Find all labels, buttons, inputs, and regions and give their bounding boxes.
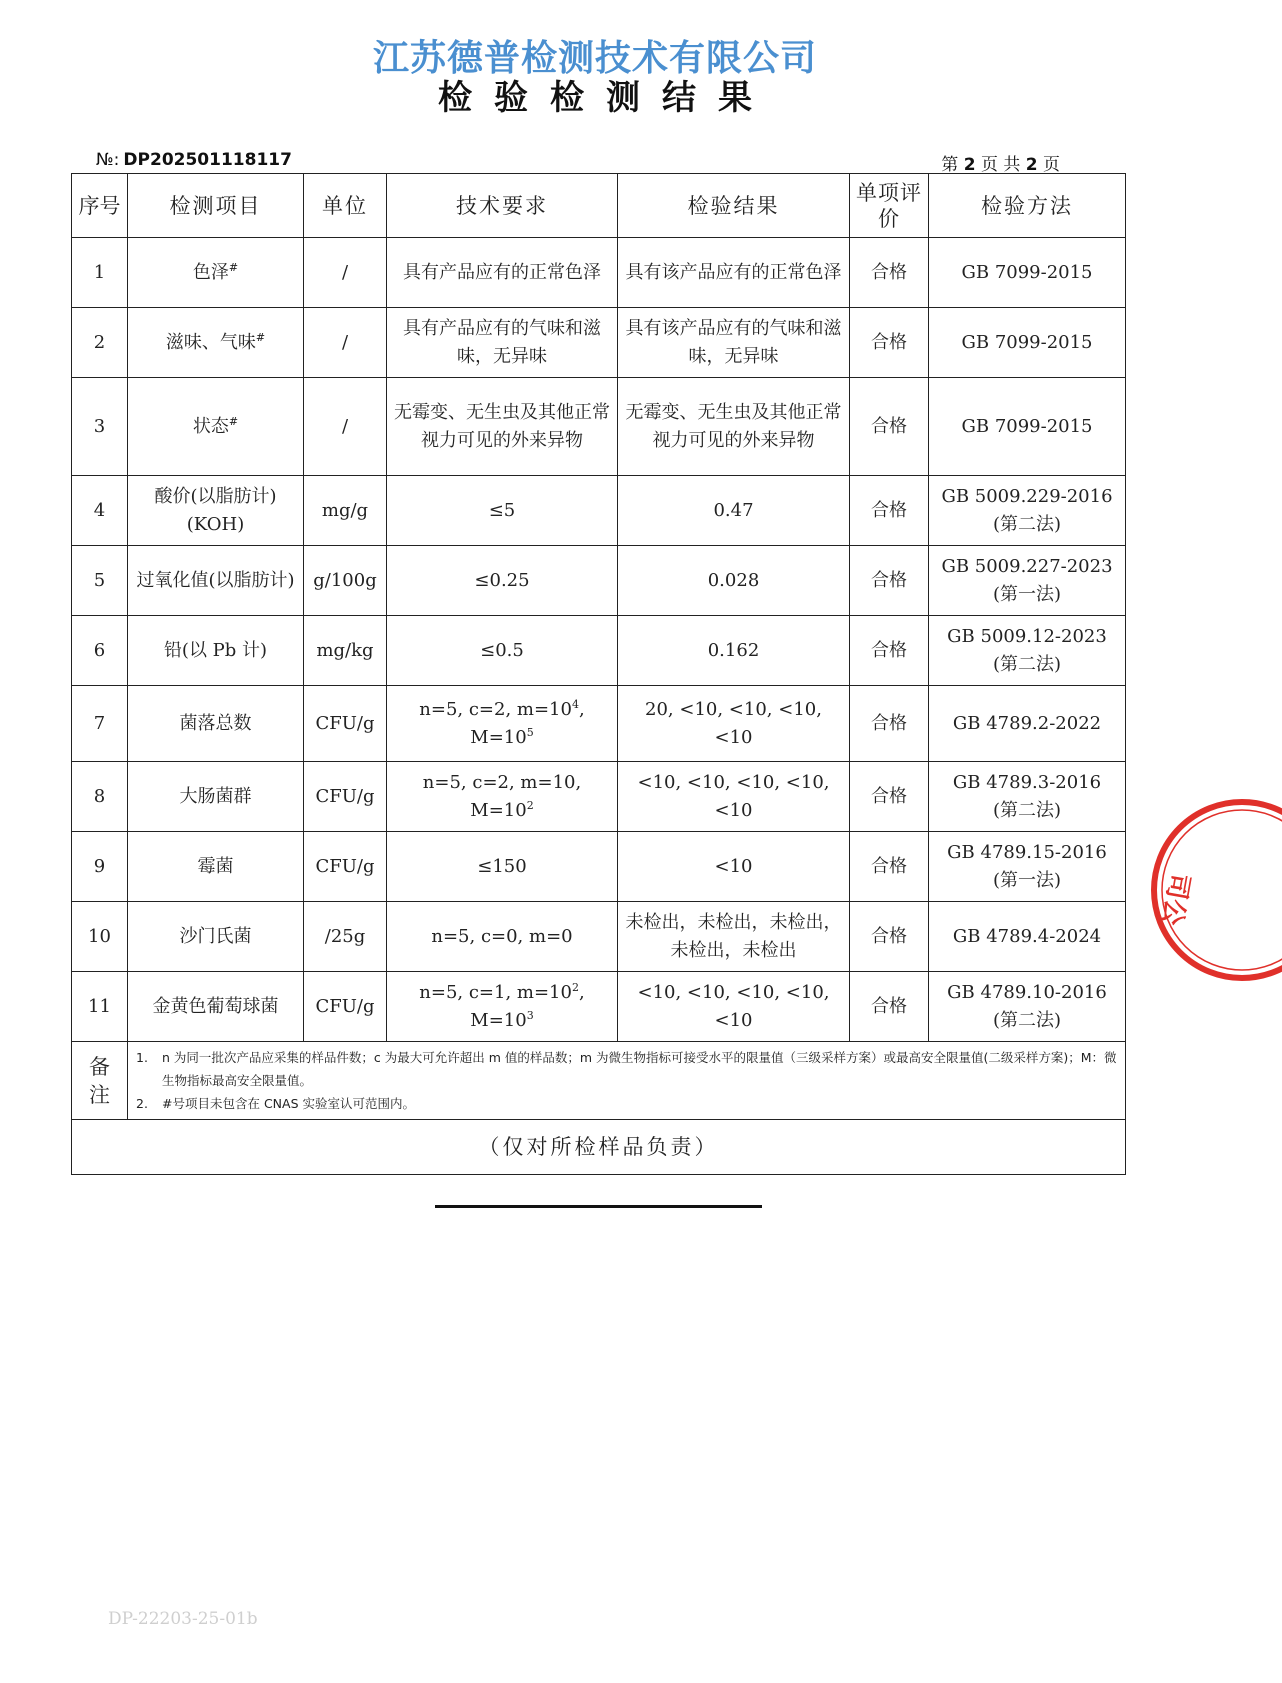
cell-method (929, 902, 1126, 972)
cell-result (618, 902, 850, 972)
seal-stamp-text: 司公 (1155, 870, 1195, 928)
cell-requirement (387, 238, 618, 308)
cell-requirement (387, 308, 618, 378)
result-text: 具有该产品应有的气味和滋味，无异味 (625, 317, 842, 367)
cell-seq (72, 902, 128, 972)
note-text: #号项目未包含在 CNAS 实验室认可范围内。 (162, 1096, 415, 1111)
cell-requirement (387, 378, 618, 476)
unit-text: /25g (324, 925, 366, 947)
cell-unit (304, 546, 387, 616)
cell-item (128, 308, 304, 378)
table-row (72, 476, 1126, 546)
cell-seq (72, 378, 128, 476)
method-text: GB 5009.12-2023 (947, 625, 1107, 647)
item-mark: # (255, 330, 266, 344)
cell-requirement (387, 476, 618, 546)
table-row (72, 308, 1126, 378)
note-item (136, 1046, 1117, 1092)
requirement-exponent: 2 (571, 980, 579, 994)
notes-label-text: 备注 (89, 1054, 110, 1107)
cell-unit (304, 308, 387, 378)
item-text: 酸价(以脂肪计)(KOH) (154, 485, 277, 535)
note-item (136, 1092, 1117, 1115)
page-indicator (941, 150, 1060, 175)
seq-text: 11 (88, 995, 111, 1017)
item-text: 铅(以 Pb 计) (163, 639, 268, 661)
cell-unit (304, 762, 387, 832)
table-row (72, 686, 1126, 762)
cell-seq (72, 832, 128, 902)
cell-evaluation (850, 686, 929, 762)
unit-text: CFU/g (315, 855, 375, 877)
cell-evaluation (850, 476, 929, 546)
result-text: 无霉变、无生虫及其他正常视力可见的外来异物 (625, 401, 842, 451)
table-row (72, 762, 1126, 832)
method-text: GB 4789.4-2024 (952, 925, 1102, 947)
cell-unit (304, 832, 387, 902)
method-note: (第一法) (992, 583, 1062, 605)
result-text: 0.028 (707, 569, 760, 591)
cell-evaluation (850, 616, 929, 686)
cell-method (929, 832, 1126, 902)
item-text: 大肠菌群 (179, 785, 252, 807)
cell-result (618, 308, 850, 378)
cell-method (929, 308, 1126, 378)
item-text: 金黄色葡萄球菌 (152, 995, 279, 1017)
report-number (96, 150, 292, 170)
table-row (72, 902, 1126, 972)
method-text: GB 5009.227-2023 (941, 555, 1113, 577)
cell-result (618, 762, 850, 832)
requirement-exponent: 2 (526, 798, 534, 812)
notes-label (72, 1042, 128, 1120)
requirement-text: ≤5 (488, 499, 516, 521)
header-unit: 单位 (304, 174, 387, 238)
cell-seq (72, 546, 128, 616)
requirement-text: 无霉变、无生虫及其他正常视力可见的外来异物 (394, 401, 610, 451)
cell-item (128, 616, 304, 686)
header-item: 检测项目 (128, 174, 304, 238)
requirement-text: ≤0.5 (480, 639, 524, 661)
cell-seq (72, 762, 128, 832)
document-title: 检验检测结果 (438, 78, 774, 118)
seq-text: 10 (88, 925, 111, 947)
seq-text: 1 (93, 261, 106, 283)
cell-method (929, 762, 1126, 832)
evaluation-text: 合格 (871, 639, 907, 661)
method-text: GB 7099-2015 (961, 331, 1093, 353)
cell-requirement (387, 686, 618, 762)
evaluation-text: 合格 (871, 995, 907, 1017)
table-row (72, 378, 1126, 476)
page-total: 2 (1025, 155, 1038, 175)
cell-seq (72, 308, 128, 378)
requirement-text: n=5, c=0, m=0 (431, 925, 573, 947)
cell-unit (304, 686, 387, 762)
unit-text: / (341, 331, 349, 353)
end-rule (435, 1205, 762, 1208)
unit-text: / (341, 261, 349, 283)
requirement-text: n=5, c=2, m=10, M=10 (422, 771, 582, 821)
result-text: <10, <10, <10, <10, <10 (637, 771, 830, 821)
method-note: (第二法) (992, 513, 1062, 535)
cell-item (128, 832, 304, 902)
company-name: 江苏德普检测技术有限公司 (372, 38, 817, 79)
cell-unit (304, 476, 387, 546)
item-text: 过氧化值(以脂肪计) (136, 569, 295, 591)
cell-seq (72, 238, 128, 308)
evaluation-text: 合格 (871, 855, 907, 877)
evaluation-text: 合格 (871, 785, 907, 807)
footer-code: DP-22203-25-01b (108, 1609, 258, 1629)
table-row (72, 972, 1126, 1042)
method-text: GB 4789.15-2016 (947, 841, 1107, 863)
page-middle: 页 共 (980, 155, 1021, 175)
unit-text: g/100g (313, 569, 377, 591)
evaluation-text: 合格 (871, 331, 907, 353)
method-note: (第二法) (992, 799, 1062, 821)
item-text: 色泽 (192, 261, 229, 283)
evaluation-text: 合格 (871, 261, 907, 283)
unit-text: / (341, 415, 349, 437)
item-text: 滋味、气味 (165, 331, 256, 353)
table-row (72, 616, 1126, 686)
cell-requirement (387, 902, 618, 972)
cell-evaluation (850, 378, 929, 476)
cell-item (128, 546, 304, 616)
evaluation-text: 合格 (871, 415, 907, 437)
header-seq: 序号 (72, 174, 128, 238)
cell-method (929, 546, 1126, 616)
method-text: GB 5009.229-2016 (941, 485, 1113, 507)
method-text: GB 4789.2-2022 (952, 712, 1102, 734)
evaluation-text: 合格 (871, 569, 907, 591)
page-current: 2 (963, 155, 976, 175)
method-note: (第二法) (992, 1009, 1062, 1031)
cell-method (929, 616, 1126, 686)
cell-item (128, 476, 304, 546)
requirement-text: ≤0.25 (474, 569, 530, 591)
unit-text: CFU/g (315, 712, 375, 734)
cell-result (618, 378, 850, 476)
cell-seq (72, 476, 128, 546)
result-text: 0.162 (707, 639, 760, 661)
seq-text: 7 (93, 712, 106, 734)
evaluation-text: 合格 (871, 499, 907, 521)
cell-seq (72, 686, 128, 762)
unit-text: CFU/g (315, 785, 375, 807)
cell-evaluation (850, 832, 929, 902)
item-text: 霉菌 (197, 855, 234, 877)
header-requirement: 技术要求 (387, 174, 618, 238)
cell-result (618, 616, 850, 686)
method-note: (第二法) (992, 653, 1062, 675)
cell-evaluation (850, 902, 929, 972)
cell-method (929, 238, 1126, 308)
requirement-exponent: 3 (526, 1008, 534, 1022)
table-row (72, 546, 1126, 616)
evaluation-text: 合格 (871, 712, 907, 734)
requirement-exponent: 5 (526, 725, 534, 739)
requirement-text: 具有产品应有的气味和滋味，无异味 (403, 317, 601, 367)
cell-result (618, 972, 850, 1042)
cell-result (618, 476, 850, 546)
cell-evaluation (850, 546, 929, 616)
cell-seq (72, 616, 128, 686)
cell-evaluation (850, 762, 929, 832)
page-suffix: 页 (1043, 155, 1060, 175)
item-text: 菌落总数 (179, 712, 252, 734)
result-text: 0.47 (713, 499, 754, 521)
requirement-text: n=5, c=1, m=10 (419, 981, 572, 1003)
cell-result (618, 546, 850, 616)
cell-item (128, 378, 304, 476)
seq-text: 3 (93, 415, 106, 437)
table-row (72, 832, 1126, 902)
result-text: 具有该产品应有的正常色泽 (625, 261, 842, 283)
requirement-text: n=5, c=2, m=10 (419, 698, 572, 720)
seal-stamp (1142, 790, 1282, 990)
seq-text: 6 (93, 639, 106, 661)
cell-requirement (387, 546, 618, 616)
cell-unit (304, 972, 387, 1042)
note-text: n 为同一批次产品应采集的样品件数；c 为最大可允许超出 m 值的样品数；m 为微生物指标可接受水平的限量值（三级采样方案）或最高安全限量值(二级采样方案)；M：微生物指标最高安全限量值。 (162, 1050, 1117, 1088)
cell-requirement (387, 972, 618, 1042)
cell-item (128, 686, 304, 762)
note-index: 1. (136, 1050, 148, 1065)
cell-method (929, 686, 1126, 762)
header-evaluation: 单项评价 (850, 174, 929, 238)
method-text: GB 4789.10-2016 (947, 981, 1107, 1003)
result-text: 未检出，未检出，未检出，未检出，未检出 (625, 911, 842, 961)
cell-requirement (387, 832, 618, 902)
evaluation-text: 合格 (871, 925, 907, 947)
cell-result (618, 686, 850, 762)
cell-method (929, 378, 1126, 476)
item-text: 沙门氏菌 (179, 925, 252, 947)
item-mark: # (228, 260, 239, 274)
seq-text: 2 (93, 331, 106, 353)
method-text: GB 7099-2015 (961, 261, 1093, 283)
cell-item (128, 762, 304, 832)
page-prefix: 第 (941, 155, 959, 175)
results-table (71, 173, 1126, 1175)
result-text: 20, <10, <10, <10, <10 (645, 698, 822, 748)
cell-unit (304, 238, 387, 308)
disclaimer: （仅对所检样品负责） (72, 1120, 1126, 1175)
requirement-text: ≤150 (477, 855, 527, 877)
method-text: GB 4789.3-2016 (952, 771, 1102, 793)
result-text: <10, <10, <10, <10, <10 (637, 981, 830, 1031)
method-note: (第一法) (992, 869, 1062, 891)
unit-text: mg/g (321, 499, 369, 521)
requirement-exponent: 4 (571, 697, 579, 711)
seq-text: 5 (93, 569, 106, 591)
seq-text: 9 (93, 855, 106, 877)
cell-evaluation (850, 238, 929, 308)
cell-item (128, 902, 304, 972)
cell-item (128, 972, 304, 1042)
cell-method (929, 476, 1126, 546)
report-number-value: DP202501118117 (123, 150, 292, 170)
header-result: 检验结果 (618, 174, 850, 238)
item-text: 状态 (192, 415, 229, 437)
cell-method (929, 972, 1126, 1042)
cell-unit (304, 616, 387, 686)
item-mark: # (228, 414, 239, 428)
cell-requirement (387, 762, 618, 832)
cell-result (618, 238, 850, 308)
seq-text: 8 (93, 785, 106, 807)
cell-evaluation (850, 308, 929, 378)
report-number-label: №: (96, 150, 120, 170)
cell-unit (304, 378, 387, 476)
cell-evaluation (850, 972, 929, 1042)
method-text: GB 7099-2015 (961, 415, 1093, 437)
header-method: 检验方法 (929, 174, 1126, 238)
cell-unit (304, 902, 387, 972)
unit-text: mg/kg (316, 639, 374, 661)
unit-text: CFU/g (315, 995, 375, 1017)
cell-requirement (387, 616, 618, 686)
requirement-text: , M=10 (470, 698, 585, 748)
notes-content (128, 1042, 1126, 1120)
cell-result (618, 832, 850, 902)
seq-text: 4 (93, 499, 106, 521)
note-index: 2. (136, 1096, 148, 1111)
result-text: <10 (714, 855, 753, 877)
requirement-text: , M=10 (470, 981, 585, 1031)
cell-item (128, 238, 304, 308)
cell-seq (72, 972, 128, 1042)
requirement-text: 具有产品应有的正常色泽 (403, 261, 601, 283)
table-row (72, 238, 1126, 308)
